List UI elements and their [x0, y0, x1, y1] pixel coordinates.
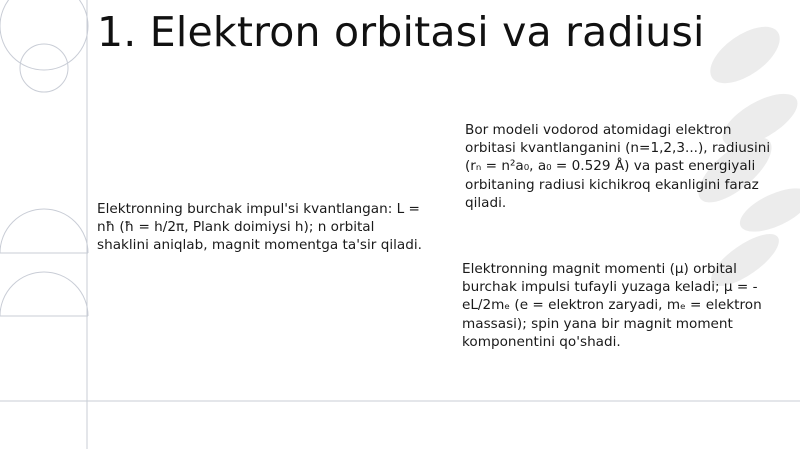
slide-title: 1. Elektron orbitasi va radiusi [97, 8, 705, 56]
paragraph-angular-momentum: Elektronning burchak impul'si kvantlangan: L = nħ (ħ = h/2π, Plank doimiysi h); n orbital shaklini aniqlab, magnit momentga ta'sir qiladi. [97, 201, 422, 254]
paragraph-bohr-model: Bor modeli vodorod atomidagi elektron orbitasi kvantlanganini (n=1,2,3...), radiusini (rₙ = n²a₀, a₀ = 0.529 Å) va past energiyali orbitaning radiusi kichikroq ekanligini faraz qiladi. [465, 122, 771, 211]
paragraph-magnetic-moment: Elektronning magnit momenti (μ) orbital burchak impulsi tufayli yuzaga keladi; μ = -eL/2mₑ (e = elektron zaryadi, mₑ = elektron massasi); spin yana bir magnit moment komponentini qo'shadi. [462, 261, 762, 350]
